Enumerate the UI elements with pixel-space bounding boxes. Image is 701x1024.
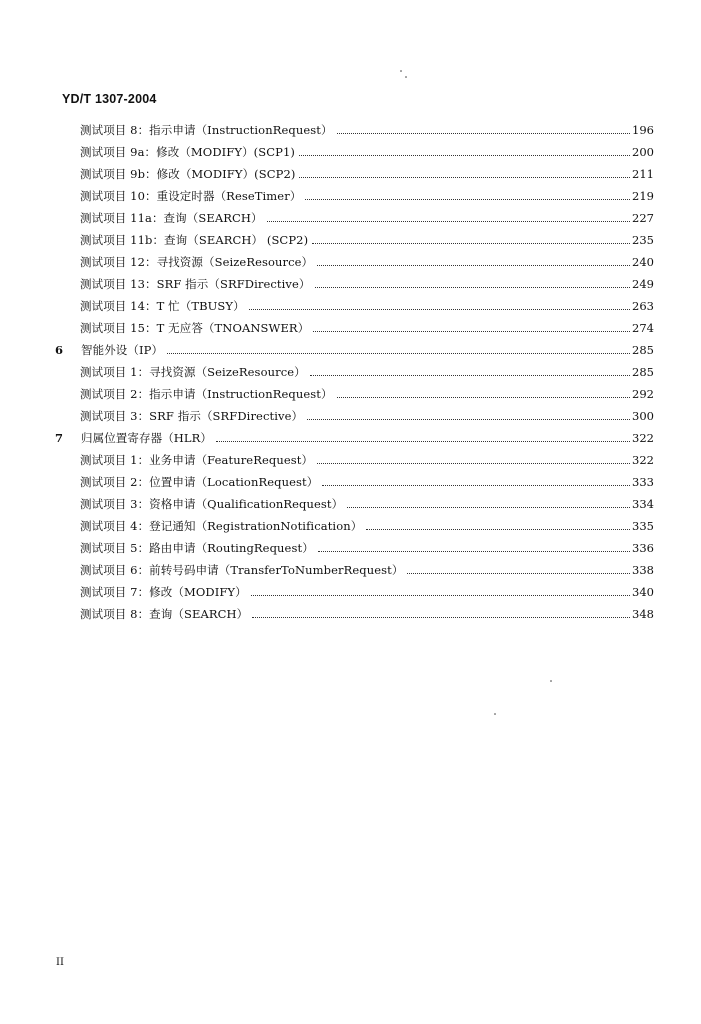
toc-entry-label: 测试项目 14：T 忙（TBUSY） xyxy=(80,299,245,313)
toc-entry-label: 测试项目 11b：查询（SEARCH） (SCP2) xyxy=(80,233,309,247)
toc-dot-leader xyxy=(305,199,630,200)
toc-page-number: 263 xyxy=(632,299,654,313)
toc-entry-label: 智能外设（IP） xyxy=(81,343,164,357)
toc-page-number: 219 xyxy=(632,189,654,203)
toc-entry-label: 测试项目 4：登记通知（RegistrationNotification） xyxy=(80,519,363,533)
toc-item-row xyxy=(80,513,652,533)
toc-item-row xyxy=(80,315,652,335)
toc-chapter-number: 7 xyxy=(55,431,64,445)
toc-page-number: 334 xyxy=(632,497,654,511)
toc-page-number: 196 xyxy=(632,123,654,137)
toc-item-row xyxy=(80,293,652,313)
toc-dot-leader xyxy=(337,397,630,398)
toc-item-row xyxy=(80,227,652,247)
toc-dot-leader xyxy=(322,485,630,486)
toc-page-number: 249 xyxy=(632,277,654,291)
toc-dot-leader xyxy=(251,595,630,596)
toc-page-number: 200 xyxy=(632,145,654,159)
toc-dot-leader xyxy=(312,243,630,244)
toc-entry-label: 测试项目 11a：查询（SEARCH） xyxy=(80,211,263,225)
toc-entry-label: 测试项目 8：查询（SEARCH） xyxy=(80,607,249,621)
toc-entry-label: 测试项目 3：SRF 指示（SRFDirective） xyxy=(80,409,304,423)
toc-page-number: 348 xyxy=(632,607,654,621)
toc-dot-leader xyxy=(167,353,630,354)
toc-page-number: 274 xyxy=(632,321,654,335)
toc-dot-leader xyxy=(216,441,630,442)
toc-page-number: 235 xyxy=(632,233,654,247)
toc-entry-label: 测试项目 1：寻找资源（SeizeResource） xyxy=(80,365,306,379)
toc-item-row xyxy=(80,205,652,225)
toc-entry-label: 测试项目 2：位置申请（LocationRequest） xyxy=(80,475,319,489)
toc-dot-leader xyxy=(337,133,630,134)
toc-item-row xyxy=(80,491,652,511)
toc-entry-label: 测试项目 1：业务申请（FeatureRequest） xyxy=(80,453,314,467)
toc-page-number: 336 xyxy=(632,541,654,555)
toc-entry-label: 测试项目 13：SRF 指示（SRFDirective） xyxy=(80,277,311,291)
toc-dot-leader xyxy=(407,573,630,574)
scan-speck xyxy=(494,713,496,715)
toc-page-number: 227 xyxy=(632,211,654,225)
toc-page-number: 240 xyxy=(632,255,654,269)
toc-entry-label: 测试项目 15：T 无应答（TNOANSWER） xyxy=(80,321,310,335)
toc-item-row xyxy=(80,381,652,401)
toc-dot-leader xyxy=(299,177,630,178)
toc-page-number: 285 xyxy=(632,343,654,357)
toc-entry-label: 测试项目 2：指示申请（InstructionRequest） xyxy=(80,387,333,401)
toc-page-number: 211 xyxy=(632,167,654,181)
toc-chapter-number: 6 xyxy=(55,343,64,357)
toc-item-row xyxy=(80,117,652,137)
toc-entry-label: 测试项目 9b：修改（MODIFY）(SCP2) xyxy=(80,167,296,181)
toc-item-row xyxy=(80,161,652,181)
toc-dot-leader xyxy=(249,309,630,310)
toc-dot-leader xyxy=(317,265,630,266)
toc-entry-label: 测试项目 7：修改（MODIFY） xyxy=(80,585,247,599)
toc-item-row xyxy=(80,535,652,555)
toc-dot-leader xyxy=(313,331,630,332)
toc-entry-label: 测试项目 3：资格申请（QualificationRequest） xyxy=(80,497,344,511)
toc-chapter-row xyxy=(55,337,652,357)
toc-dot-leader xyxy=(307,419,630,420)
toc-item-row xyxy=(80,447,652,467)
scan-speck xyxy=(550,680,552,682)
toc-dot-leader xyxy=(315,287,630,288)
toc-entry-label: 归属位置寄存器（HLR） xyxy=(81,431,213,445)
toc-page-number: 322 xyxy=(632,431,654,445)
toc-page-number: 335 xyxy=(632,519,654,533)
toc-dot-leader xyxy=(299,155,630,156)
toc-item-row xyxy=(80,579,652,599)
toc-entry-label: 测试项目 9a：修改（MODIFY）(SCP1) xyxy=(80,145,295,159)
scan-speck xyxy=(400,70,402,72)
toc-dot-leader xyxy=(317,463,630,464)
toc-dot-leader xyxy=(252,617,630,618)
toc-page-number: 338 xyxy=(632,563,654,577)
toc-item-row xyxy=(80,469,652,489)
toc-dot-leader xyxy=(267,221,630,222)
toc-entry-label: 测试项目 8：指示申请（InstructionRequest） xyxy=(80,123,333,137)
toc-page-number: 285 xyxy=(632,365,654,379)
toc-item-row xyxy=(80,183,652,203)
toc-page-number: 333 xyxy=(632,475,654,489)
toc-item-row xyxy=(80,403,652,423)
toc-dot-leader xyxy=(310,375,630,376)
toc-page-number: 292 xyxy=(632,387,654,401)
toc-item-row xyxy=(80,139,652,159)
toc-page-number: 322 xyxy=(632,453,654,467)
page-folio: II xyxy=(56,957,64,968)
toc-entry-label: 测试项目 10：重设定时器（ReseTimer） xyxy=(80,189,302,203)
toc-item-row xyxy=(80,249,652,269)
toc-dot-leader xyxy=(347,507,630,508)
toc-entry-label: 测试项目 5：路由申请（RoutingRequest） xyxy=(80,541,314,555)
toc-page-number: 340 xyxy=(632,585,654,599)
toc-entry-label: 测试项目 12：寻找资源（SeizeResource） xyxy=(80,255,314,269)
toc-item-row xyxy=(80,601,652,621)
toc-item-row xyxy=(80,359,652,379)
toc-item-row xyxy=(80,557,652,577)
toc-item-row xyxy=(80,271,652,291)
document-code-header: YD/T 1307-2004 xyxy=(62,92,157,106)
toc-dot-leader xyxy=(366,529,630,530)
toc-dot-leader xyxy=(318,551,630,552)
toc-page-number: 300 xyxy=(632,409,654,423)
scan-speck xyxy=(405,76,407,78)
toc-entry-label: 测试项目 6：前转号码申请（TransferToNumberRequest） xyxy=(80,563,404,577)
toc-chapter-row xyxy=(55,425,652,445)
